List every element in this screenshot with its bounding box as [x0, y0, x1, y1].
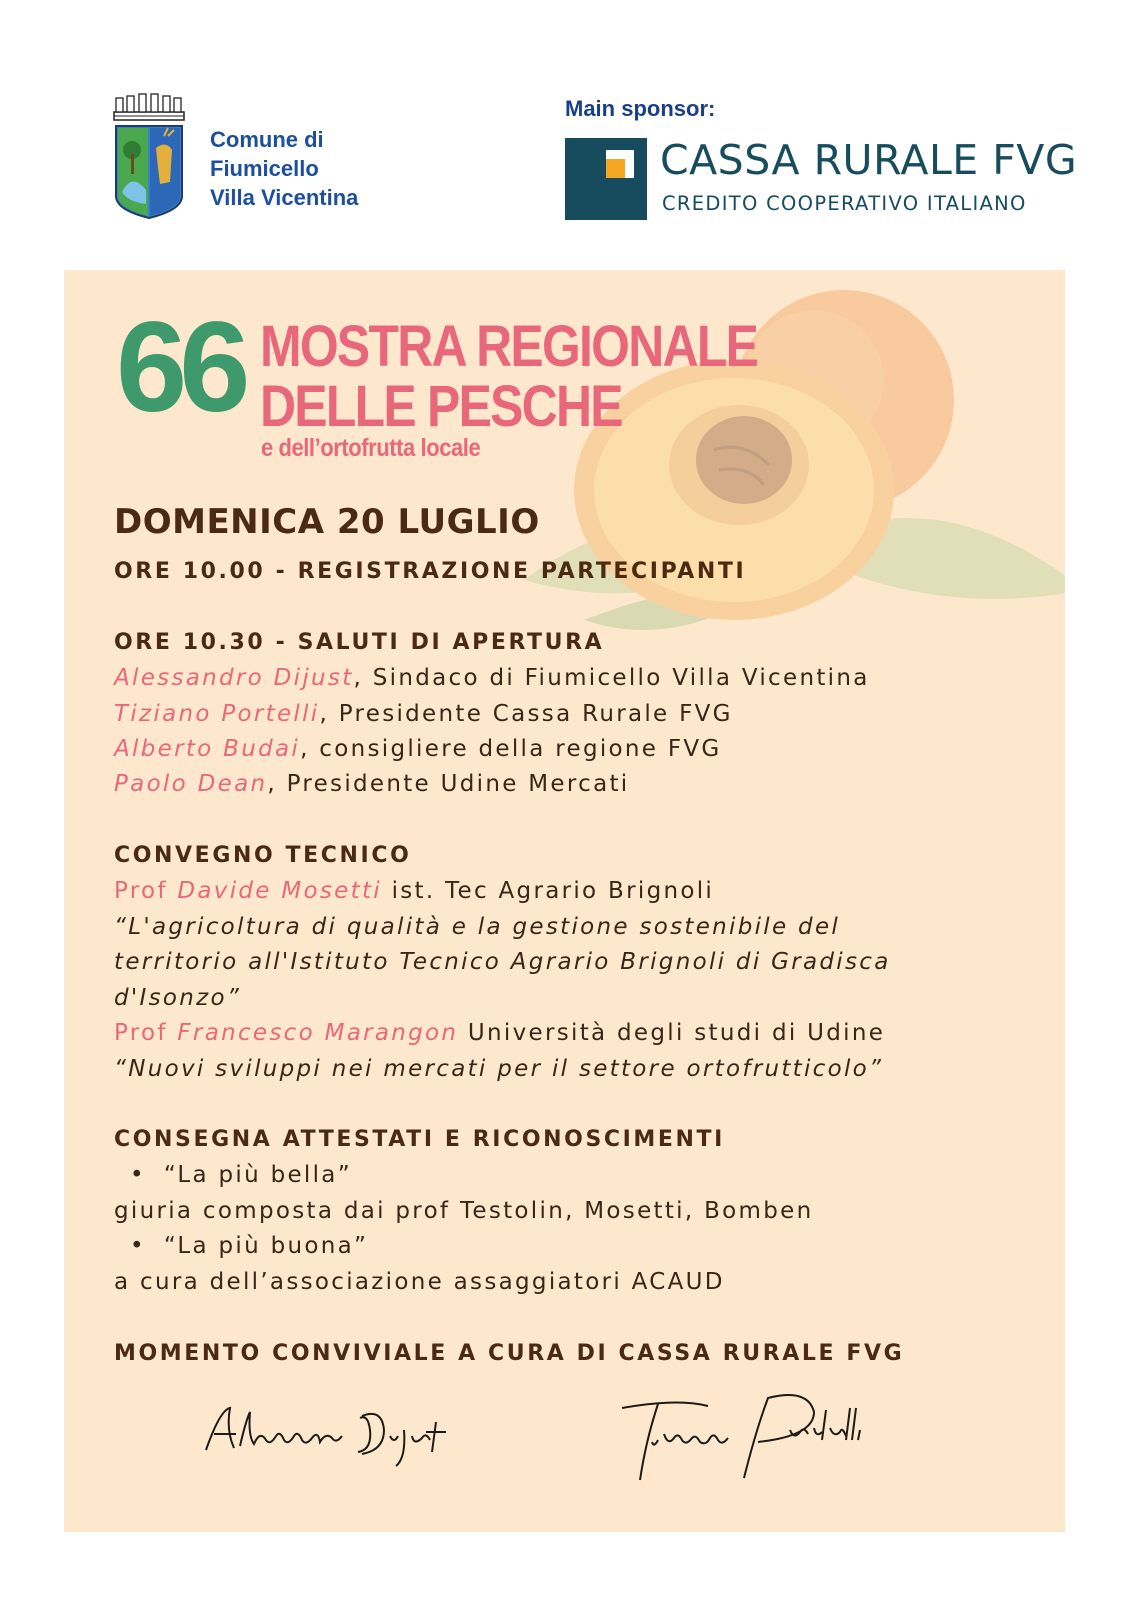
convegno-speaker-1: [114, 878, 714, 904]
speaker-line: [114, 736, 722, 762]
award-title: • “La più bella”: [130, 1162, 352, 1188]
municipal-crest-icon: [112, 92, 186, 220]
event-date: DOMENICA 20 LUGLIO: [114, 502, 540, 542]
bank-subtitle: CREDITO COOPERATIVO ITALIANO: [662, 192, 1027, 215]
speaker-role: , Sindaco di Fiumicello Villa Vicentina: [353, 665, 870, 691]
speaker-role: , Presidente Cassa Rurale FVG: [319, 701, 733, 727]
municipality-name-line-3: Villa Vicentina: [210, 185, 359, 210]
speaker-affiliation: ist. Tec Agrario Brignoli: [381, 878, 715, 904]
talk-title-line: “Nuovi sviluppi nei mercati per il settore ortofrutticolo”: [114, 1056, 884, 1082]
speaker-name: Alessandro Dijust: [114, 665, 354, 691]
municipality-name-line-2: Fiumicello: [210, 156, 319, 181]
speaker-name: Paolo Dean: [114, 771, 268, 797]
event-title-line-1: MOSTRA REGIONALE: [260, 314, 758, 379]
talk-title-line: territorio all'Istituto Tecnico Agrario Brignoli di Gradisca: [114, 949, 891, 975]
speaker-name: Tiziano Portelli: [114, 701, 320, 727]
speaker-prefix: Prof: [114, 1020, 178, 1046]
speaker-line: [114, 701, 733, 727]
main-sponsor-label: Main sponsor:: [565, 96, 716, 121]
speaker-role: , Presidente Udine Mercati: [267, 771, 630, 797]
event-subtitle: e dell’ortofrutta locale: [261, 434, 481, 462]
speaker-line: [114, 771, 629, 797]
event-title-line-2: DELLE PESCHE: [260, 374, 622, 439]
convegno-heading: CONVEGNO TECNICO: [114, 843, 412, 868]
registration-heading: ORE 10.00 - REGISTRAZIONE PARTECIPANTI: [114, 559, 747, 584]
edition-number: 66: [116, 296, 243, 439]
convegno-speaker-2: [114, 1020, 885, 1046]
talk-title-line: “L'agricoltura di qualità e la gestione sostenibile del: [114, 914, 841, 940]
municipality-name-line-1: Comune di: [210, 127, 324, 152]
speaker-affiliation: Università degli studi di Udine: [458, 1020, 886, 1046]
speaker-name: Francesco Marangon: [177, 1020, 459, 1046]
award-title: • “La più buona”: [130, 1233, 368, 1259]
signature-alessandro-dijust: [200, 1400, 460, 1470]
speaker-name: Davide Mosetti: [177, 878, 382, 904]
speaker-name: Alberto Budai: [114, 736, 301, 762]
speaker-role: , consigliere della regione FVG: [300, 736, 722, 762]
bank-name: CASSA RURALE FVG: [660, 136, 1078, 184]
bank-logo-icon: [565, 138, 647, 220]
speaker-line: [114, 665, 870, 691]
event-poster-panel: [64, 270, 1065, 1532]
award-detail: a cura dell’associazione assaggiatori ACAUD: [114, 1269, 725, 1295]
opening-heading: ORE 10.30 - SALUTI DI APERTURA: [114, 630, 605, 655]
signature-tiziano-portelli: [618, 1390, 868, 1486]
talk-title-line: d'Isonzo”: [114, 985, 242, 1011]
awards-heading: CONSEGNA ATTESTATI E RICONOSCIMENTI: [114, 1127, 725, 1152]
closing-heading: MOMENTO CONVIVIALE A CURA DI CASSA RURALE FVG: [114, 1341, 905, 1366]
award-detail: giuria composta dai prof Testolin, Mosetti, Bomben: [114, 1198, 814, 1224]
speaker-prefix: Prof: [114, 878, 178, 904]
